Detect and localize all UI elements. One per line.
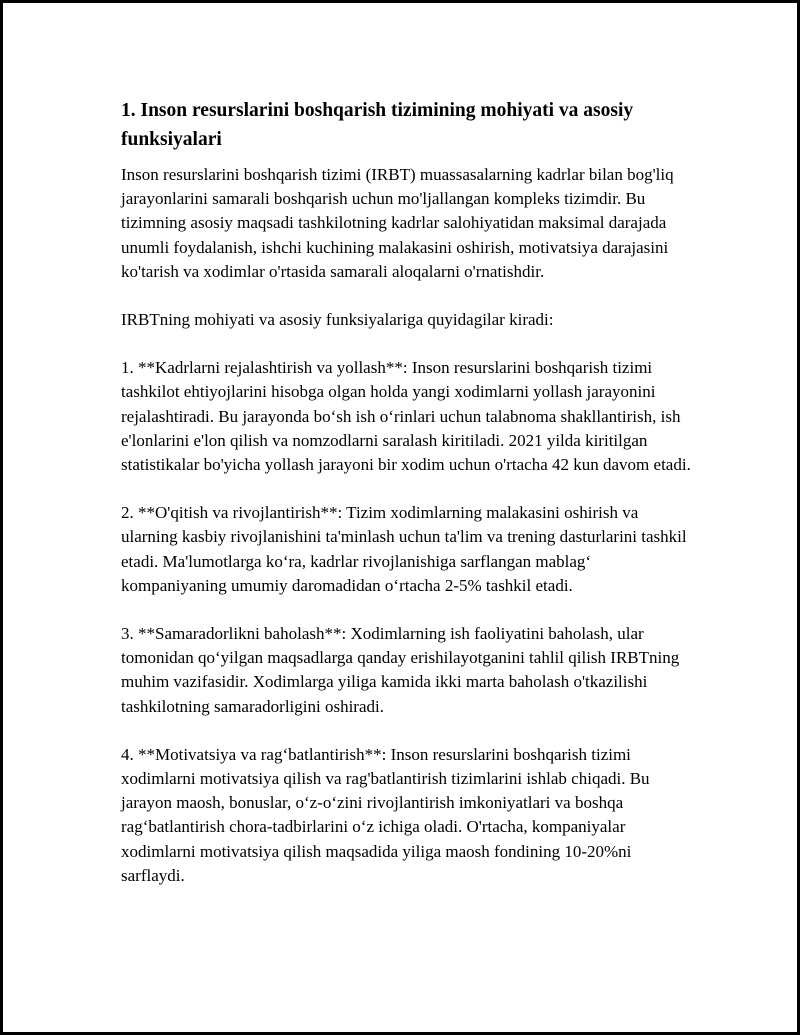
functions-intro-paragraph: IRBTning mohiyati va asosiy funksiyalariga quyidagilar kiradi: [121, 310, 554, 330]
list-item-performance-evaluation: 3. **Samaradorlikni baholash**: Xodimlarning ish faoliyatini baholash, ular tomonidan qo‘yilgan maqsadlarga qanday erishilayotganini tahlil qilish IRBTning muhim vazifasidir. Xodimlarga yiliga kamida ikki marta baholash o'tkazilishi tashkilotning samaradorligini oshiradi. [121, 624, 680, 716]
list-item-planning-recruitment: 1. **Kadrlarni rejalashtirish va yollash**: Inson resurslarini boshqarish tizimi tashkilot ehtiyojlarini hisobga olgan holda yangi xodimlarni yollash jarayonini rejalashtiradi. Bu jarayonda bo‘sh ish o‘rinlari uchun talabnoma shakllantirish, ish e'lonlarini e'lon qilish va nomzodlarni saralash kiritiladi. 2021 yilda kiritilgan statistikalar bo'yicha yollash jarayoni bir xodim uchun o'rtacha 42 kun davom etadi. [121, 358, 691, 475]
list-item-training-development: 2. **O'qitish va rivojlantirish**: Tizim xodimlarning malakasini oshirish va ularning kasbiy rivojlanishini ta'minlash uchun ta'lim va trening dasturlarini tashkil etadi. Ma'lumotlarga ko‘ra, kadrlar rivojlanishiga sarflangan mablag‘ kompaniyaning umumiy daromadidan o‘rtacha 2-5% tashkil etadi. [121, 503, 687, 595]
page-title: 1. Inson resurslarini boshqarish tizimining mohiyati va asosiy funksiyalari [121, 100, 634, 150]
intro-paragraph: Inson resurslarini boshqarish tizimi (IRBT) muassasalarning kadrlar bilan bog'liq jarayonlarini samarali boshqarish uchun mo'ljallangan kompleks tizimdir. Bu tizimning asosiy maqsadi tashkilotning kadrlar salohiyatidan maksimal darajada unumli foydalanish, ishchi kuchining malakasini oshirish, motivatsiya darajasini ko'tarish va xodimlar o'rtasida samarali aloqalarni o'rnatishdir. [121, 165, 674, 281]
list-item-motivation-incentives: 4. **Motivatsiya va rag‘batlantirish**: Inson resurslarini boshqarish tizimi xodimlarni motivatsiya qilish va rag'batlantirish tizimlarini ishlab chiqadi. Bu jarayon maosh, bonuslar, o‘z-o‘zini rivojlantirish imkoniyatlari va boshqa rag‘batlantirish chora-tadbirlarini o‘z ichiga oladi. O'rtacha, kompaniyalar xodimlarni motivatsiya qilish maqsadida yiliga maosh fondining 10-20%ni sarflaydi. [121, 744, 650, 885]
document-body [121, 96, 696, 912]
